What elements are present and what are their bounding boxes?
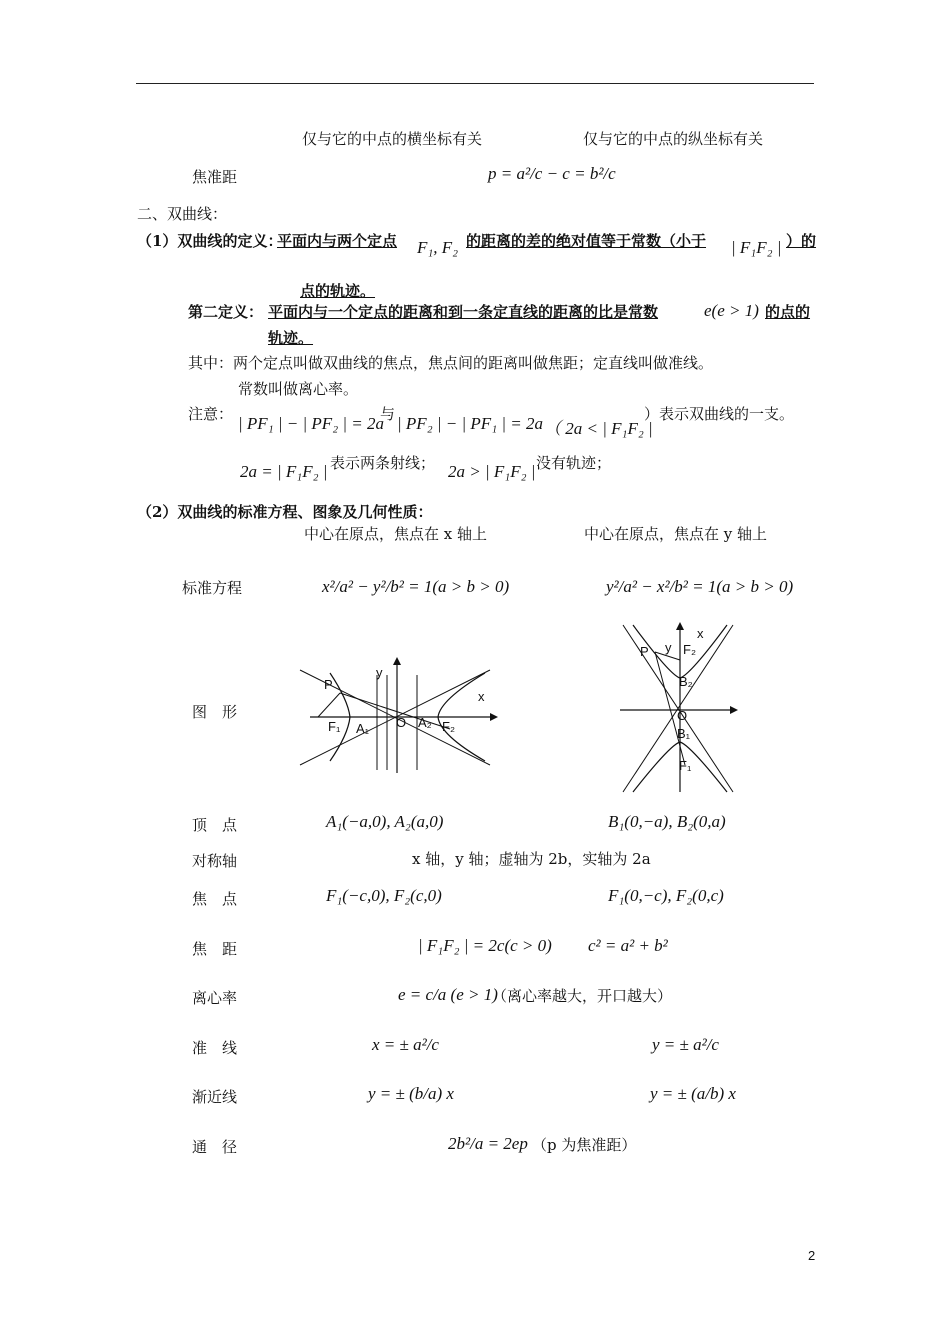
row-focal-left: | F₁F₂ | = 2c(c > 0) [418,936,552,955]
fig-right-b2: B₂ [679,674,693,689]
row-equation-left: x²/a² − y²/b² = 1(a > b > 0) [322,577,510,596]
note-and: 与 [380,405,396,423]
note-cond: （ 2a < | F₁F₂ | [544,419,653,438]
fig-left-f1: F₁ [328,719,341,734]
row-ecc-label: 离心率 [192,989,238,1007]
row-axis-text: x 轴，y 轴；虚轴为 2b，实轴为 2a [412,850,651,868]
row-directrix-right: y = ± a²/c [652,1035,719,1054]
def1-body-b: 的距离的差的绝对值等于常数（小于 [466,232,707,250]
fig-left-f2: F₂ [442,719,455,734]
fig-left-a2: A₂ [418,715,432,730]
def1-body-d: 点的轨迹。 [300,282,376,300]
fig-left-o: O [396,715,407,730]
row-figure-label: 图 形 [192,703,238,721]
note-f2: | PF₂ | − | PF₁ | = 2a [397,414,543,433]
note-tail: ）表示双曲线的一支。 [644,405,795,423]
note-label: 注意： [188,405,234,423]
def1-abs: | F₁F₂ | [731,238,782,257]
note-rays: 表示两条射线； [330,454,436,472]
figure-y-hyperbola [615,620,745,795]
fig-right-f1: F₁ [679,758,692,773]
row-vertex-label: 顶 点 [192,816,238,834]
def2-body-a: 平面内与一个定点的距离和到一条定直线的距离的比是常数 [268,303,659,321]
def2-body-b: 的点的 [765,303,811,321]
fig-right-o: O [677,708,688,723]
focal-param-label: 焦准距 [192,168,238,186]
where-a: 其中：两个定点叫做双曲线的焦点，焦点间的距离叫做焦距；定直线叫做准线。 [188,354,714,372]
std-heading: （2）双曲线的标准方程、图象及几何性质： [137,503,433,521]
left-note: 仅与它的中点的横坐标有关 [302,130,483,148]
focal-param-formula: p = a²/c − c = b²/c [488,164,616,183]
page-number: 2 [808,1248,816,1263]
row-equation-right: y²/a² − x²/b² = 1(a > b > 0) [606,577,794,596]
def2-prefix: 第二定义： [188,303,264,321]
fig-right-f2: F₂ [683,642,696,657]
fig-left-p: P [324,677,333,692]
row-vertex-left: A₁(−a,0), A₂(a,0) [326,812,444,831]
row-latus-label: 通 径 [192,1138,238,1156]
def2-const: e(e > 1) [704,301,759,320]
col-right-header: 中心在原点，焦点在 y 轴上 [584,525,768,543]
col-left-header: 中心在原点，焦点在 x 轴上 [304,525,487,543]
def1-body-a: 平面内与两个定点 [277,232,398,250]
row-focus-left: F₁(−c,0), F₂(c,0) [326,886,442,905]
section-heading: 二、双曲线： [137,205,228,223]
row-focus-label: 焦 点 [192,890,238,908]
row-focus-right: F₁(0,−c), F₂(0,c) [608,886,724,905]
where-b: 常数叫做离心率。 [238,380,359,398]
fig-right-b1: B₁ [677,726,691,741]
def1-foci: F₁, F₂ [417,238,459,257]
right-note: 仅与它的中点的纵坐标有关 [583,130,764,148]
row-axis-label: 对称轴 [192,852,238,870]
note-f1: | PF₁ | − | PF₂ | = 2a [238,414,384,433]
row-latus-formula: 2b²/a = 2ep [448,1134,528,1153]
row-asymptote-right: y = ± (a/b) x [650,1084,736,1103]
def1-body-c: ）的 [786,232,817,250]
row-asymptote-left: y = ± (b/a) x [368,1084,454,1103]
row-focal-right: c² = a² + b² [588,936,668,955]
row-directrix-left: x = ± a²/c [372,1035,439,1054]
row-equation-label: 标准方程 [182,579,243,597]
figure-x-hyperbola [290,655,505,775]
row-ecc-formula: e = c/a (e > 1) [398,985,498,1004]
row-latus-note: （p 为焦准距） [532,1136,637,1154]
note-f3: 2a = | F₁F₂ | [240,462,328,481]
fig-left-y: y [376,665,383,680]
row-focal-label: 焦 距 [192,940,238,958]
def1-prefix: （1）双曲线的定义： [137,232,283,250]
header-rule [136,83,814,84]
row-ecc-note: （离心率越大，开口越大） [492,987,673,1005]
fig-left-a1: A₁ [356,721,370,736]
row-directrix-label: 准 线 [192,1039,238,1057]
row-vertex-right: B₁(0,−a), B₂(0,a) [608,812,726,831]
fig-right-y: y [665,640,672,655]
def2-body-c: 轨迹。 [268,329,314,347]
note-none: 没有轨迹； [536,454,612,472]
note-f4: 2a > | F₁F₂ | [448,462,536,481]
fig-left-x: x [478,689,485,704]
row-asymptote-label: 渐近线 [192,1088,238,1106]
fig-right-p: P [640,644,649,659]
fig-right-x: x [697,626,704,641]
